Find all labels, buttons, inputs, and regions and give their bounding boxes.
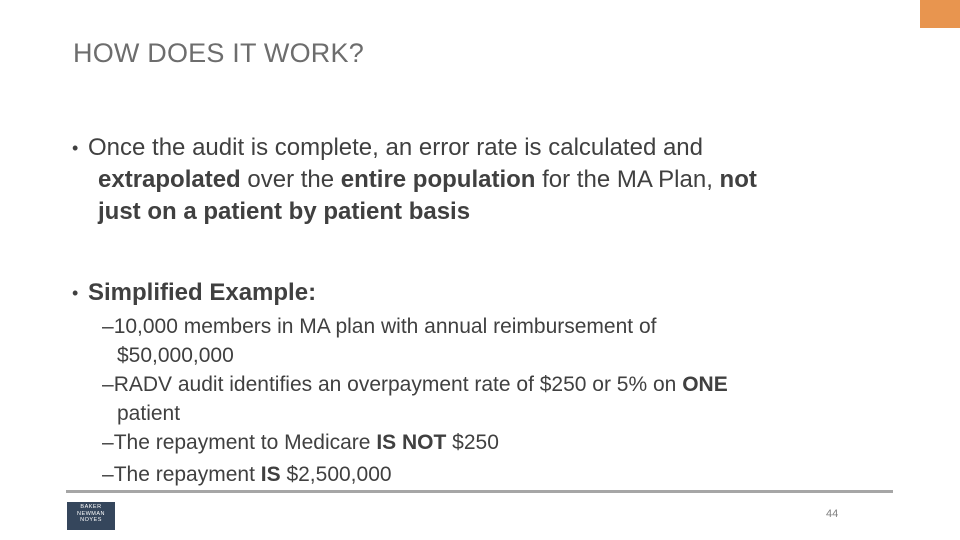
bullet-dot-icon: • (72, 283, 79, 303)
slide-title: HOW DOES IT WORK? (73, 38, 364, 68)
bullet1-seg3: over the (240, 166, 341, 193)
dash-icon: – (102, 373, 114, 396)
sub-item-repayment-not (102, 428, 862, 457)
dash-icon: – (102, 315, 114, 338)
sub-item-text: RADV audit identifies an overpayment rate of $250 or 5% on (113, 373, 683, 396)
bullet-audit-error-rate (72, 132, 892, 228)
sub-item-text: 10,000 members in MA plan with annual reimbursement of (113, 315, 657, 338)
bullet1-continuation (98, 164, 892, 196)
sub-item-members (102, 312, 862, 370)
bold-patient-basis: just on a patient by patient basis (98, 198, 471, 225)
corner-accent-tab (920, 0, 960, 28)
sub-item-continuation: patient (117, 402, 181, 425)
sub-item-amount: $250 (446, 431, 499, 454)
bold-extrapolated: extrapolated (98, 166, 241, 193)
bold-is-not: IS NOT (376, 431, 447, 454)
bold-one: ONE (682, 373, 728, 396)
bullet-dot-icon: • (72, 138, 79, 158)
dash-icon: – (102, 463, 114, 486)
bullet-simplified-example (72, 277, 892, 309)
company-logo (67, 502, 115, 530)
bold-is: IS (260, 463, 281, 486)
bullet1-text: Once the audit is complete, an error rate is calculated and (88, 134, 703, 161)
page-number: 44 (826, 508, 839, 520)
logo-line-2: NEWMAN (76, 510, 106, 517)
sub-item-text: The repayment (113, 463, 261, 486)
bold-entire-population: entire population (340, 166, 536, 193)
sub-item-amount: $2,500,000 (280, 463, 392, 486)
bullet1-seg5: for the MA Plan, (535, 166, 720, 193)
sub-item-text: The repayment to Medicare (113, 431, 377, 454)
logo-line-1: BAKER (80, 504, 102, 510)
logo-line-3: NOYES (80, 517, 102, 523)
sub-item-repayment-is (102, 460, 862, 489)
bold-not: not (719, 166, 757, 193)
sub-item-radv-audit (102, 370, 862, 428)
footer-divider (66, 490, 893, 493)
simplified-example-label: Simplified Example: (88, 279, 317, 306)
dash-icon: – (102, 431, 114, 454)
sub-item-continuation: $50,000,000 (117, 344, 234, 367)
